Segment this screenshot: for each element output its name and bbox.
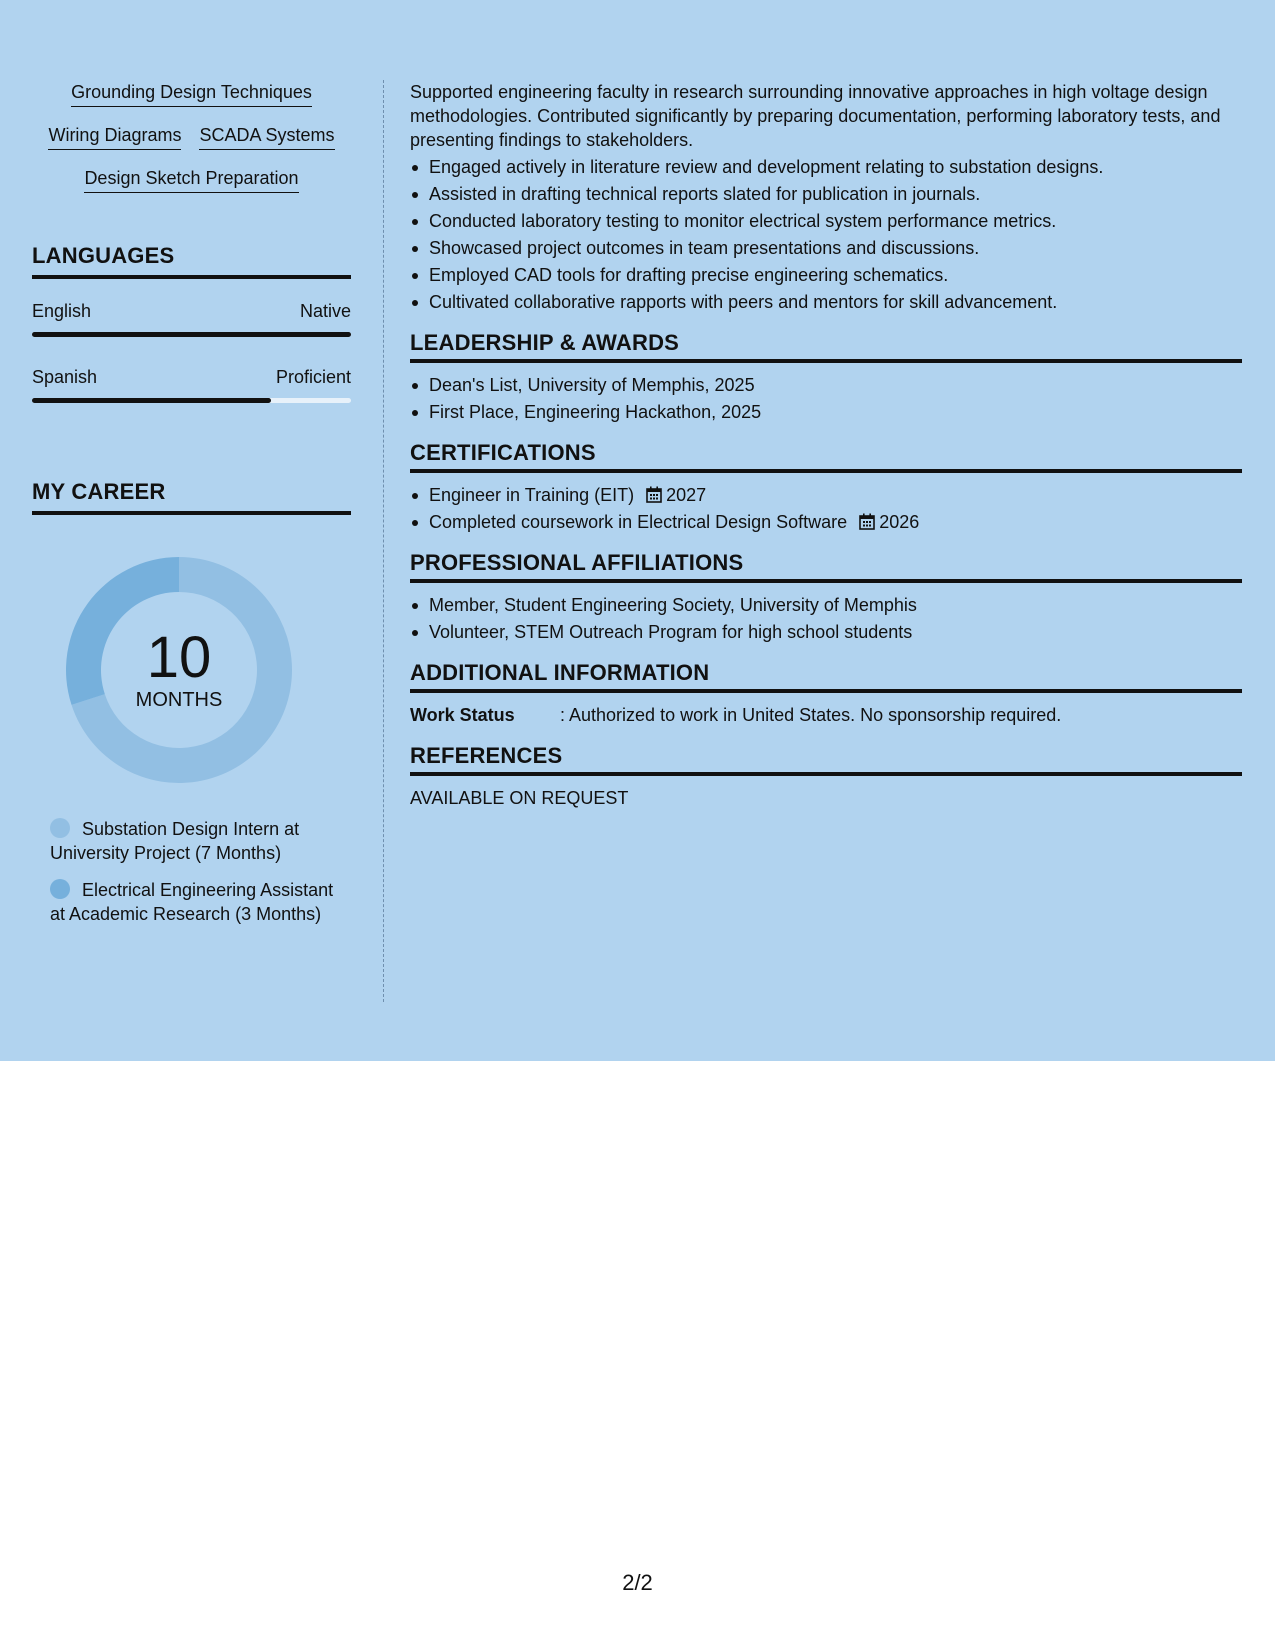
language-name: Spanish — [32, 367, 98, 387]
affiliations-list — [410, 593, 1242, 644]
skills-list — [32, 80, 351, 193]
experience-bullet: Showcased project outcomes in team presentations and discussions. — [410, 236, 1242, 260]
language-item — [32, 301, 351, 337]
calendar-icon — [646, 486, 662, 503]
career-donut-chart — [66, 557, 292, 783]
career-total-unit: MONTHS — [135, 688, 223, 711]
language-proficiency-fill — [32, 398, 271, 403]
language-level: Native — [299, 301, 351, 321]
affiliations-heading: PROFESSIONAL AFFILIATIONS — [410, 550, 1242, 583]
experience-bullet: Conducted laboratory testing to monitor electrical system performance metrics. — [410, 209, 1242, 233]
certification-item — [410, 483, 1242, 507]
certification-name: Engineer in Training (EIT) — [429, 485, 635, 505]
certifications-list — [410, 483, 1242, 534]
skill-tag: Grounding Design Techniques — [71, 80, 312, 107]
work-status-row — [410, 703, 1242, 727]
languages-heading: LANGUAGES — [32, 243, 351, 279]
leadership-item: First Place, Engineering Hackathon, 2025 — [410, 400, 1242, 424]
left-column — [32, 80, 351, 939]
certification-year: 2026 — [879, 512, 920, 532]
career-legend — [50, 817, 340, 926]
career-legend-item — [50, 817, 340, 865]
experience-bullets — [410, 155, 1242, 314]
experience-bullet: Assisted in drafting technical reports slated for publication in journals. — [410, 182, 1242, 206]
column-divider — [383, 80, 384, 1002]
language-level: Proficient — [275, 367, 351, 387]
certifications-heading: CERTIFICATIONS — [410, 440, 1242, 473]
certification-year: 2027 — [666, 485, 707, 505]
skill-tag: Wiring Diagrams — [48, 123, 181, 150]
work-status-value: : Authorized to work in United States. No sponsorship required. — [560, 705, 1062, 725]
language-name: English — [32, 301, 92, 321]
leadership-list — [410, 373, 1242, 424]
affiliation-item: Volunteer, STEM Outreach Program for high school students — [410, 620, 1242, 644]
leadership-heading: LEADERSHIP & AWARDS — [410, 330, 1242, 363]
calendar-icon — [859, 513, 875, 530]
skill-tag: Design Sketch Preparation — [84, 166, 298, 193]
additional-info-heading: ADDITIONAL INFORMATION — [410, 660, 1242, 693]
career-legend-item — [50, 878, 340, 926]
language-proficiency-bar — [32, 398, 351, 403]
references-text: AVAILABLE ON REQUEST — [410, 788, 629, 808]
career-heading: MY CAREER — [32, 479, 351, 515]
career-legend-label: Electrical Engineering Assistant at Academic Research (3 Months) — [50, 880, 334, 924]
page-number: 2/2 — [622, 1570, 653, 1595]
experience-bullet: Engaged actively in literature review and development relating to substation designs. — [410, 155, 1242, 179]
skill-tag: SCADA Systems — [199, 123, 334, 150]
right-column — [410, 80, 1242, 810]
certification-item — [410, 510, 1242, 534]
experience-bullet: Cultivated collaborative rapports with peers and mentors for skill advancement. — [410, 290, 1242, 314]
experience-bullet: Employed CAD tools for drafting precise engineering schematics. — [410, 263, 1242, 287]
career-legend-label: Substation Design Intern at University Project (7 Months) — [50, 819, 300, 863]
language-proficiency-bar — [32, 332, 351, 337]
career-total-value: 10 — [146, 624, 212, 690]
language-proficiency-fill — [32, 332, 351, 337]
leadership-item: Dean's List, University of Memphis, 2025 — [410, 373, 1242, 397]
language-item — [32, 367, 351, 403]
legend-dot — [50, 818, 70, 838]
affiliation-item: Member, Student Engineering Society, University of Memphis — [410, 593, 1242, 617]
certification-name: Completed coursework in Electrical Design Software — [429, 512, 848, 532]
experience-intro: Supported engineering faculty in research surrounding innovative approaches in high voltage design methodologies. Contributed significantly by preparing documentation, performing laboratory tests, and presenting findings to stakeholders. — [410, 82, 1221, 150]
legend-dot — [50, 879, 70, 899]
references-heading: REFERENCES — [410, 743, 1242, 776]
work-status-label: Work Status — [410, 705, 515, 725]
